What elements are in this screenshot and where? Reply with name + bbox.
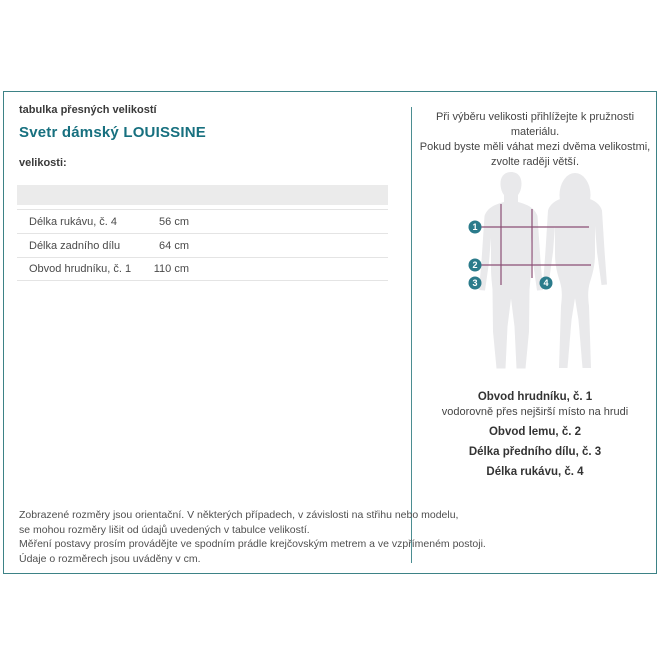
- advice-line: zvolte raději větší.: [490, 156, 580, 168]
- marker-3: [469, 277, 482, 290]
- row-label: Délka zadního dílu: [29, 239, 121, 252]
- svg-text:4: 4: [543, 278, 549, 289]
- disclaimer-notes: [19, 508, 486, 566]
- note-line: Zobrazené rozměry jsou orientační. V některých případech, v závislosti na střihu nebo modelu,: [19, 509, 459, 521]
- legend-title: Délka předního dílu, č. 3: [468, 446, 602, 458]
- row-label: Obvod hrudníku, č. 1: [29, 263, 132, 275]
- note-line: Měření postavy prosím provádějte ve spodním prádle krejčovským metrem a ve vzpřímeném postoji.: [19, 538, 486, 551]
- row-value: 110 cm: [153, 263, 189, 275]
- legend-title: Délka rukávu, č. 4: [486, 466, 584, 478]
- row-label: Délka rukávu, č. 4: [29, 215, 118, 228]
- legend-title: Obvod lemu, č. 2: [488, 426, 582, 438]
- note-line: Údaje o rozměrech jsou uváděny v cm.: [19, 552, 201, 565]
- svg-text:3: 3: [472, 278, 478, 289]
- table-row: [17, 233, 388, 257]
- table-subtitle: tabulka přesných velikostí: [19, 104, 157, 116]
- advice-line: Pokud byste měli váhat mezi dvěma velikostmi,: [419, 141, 651, 153]
- body-measurement-diagram: [412, 165, 659, 377]
- measurement-legend: [412, 391, 658, 479]
- marker-2: [469, 259, 482, 272]
- size-table: [17, 209, 388, 281]
- marker-1: [469, 221, 482, 234]
- note-line: se mohou rozměry lišit od údajů uvedených v tabulce velikostí.: [19, 523, 310, 536]
- svg-text:1: 1: [472, 222, 478, 233]
- table-row: [17, 257, 388, 281]
- table-row: [17, 209, 388, 233]
- sizes-label: velikosti:: [19, 157, 67, 169]
- size-table-header-bar: [17, 185, 388, 205]
- svg-text:2: 2: [472, 260, 478, 271]
- legend-description: vodorovně přes nejširší místo na hrudi: [441, 406, 629, 418]
- female-silhouette-shape: [543, 174, 607, 368]
- marker-4: [540, 277, 553, 290]
- row-value: 56 cm: [159, 215, 189, 228]
- male-silhouette-shape: [479, 172, 543, 369]
- page-title: Svetr dámský LOUISSINE: [19, 124, 206, 141]
- row-value: 64 cm: [159, 239, 189, 252]
- advice-line: Při výběru velikosti přihlížejte k pružnosti materiálu.: [435, 111, 635, 138]
- sizing-advice: [412, 110, 658, 170]
- legend-title: Obvod hrudníku, č. 1: [477, 391, 593, 403]
